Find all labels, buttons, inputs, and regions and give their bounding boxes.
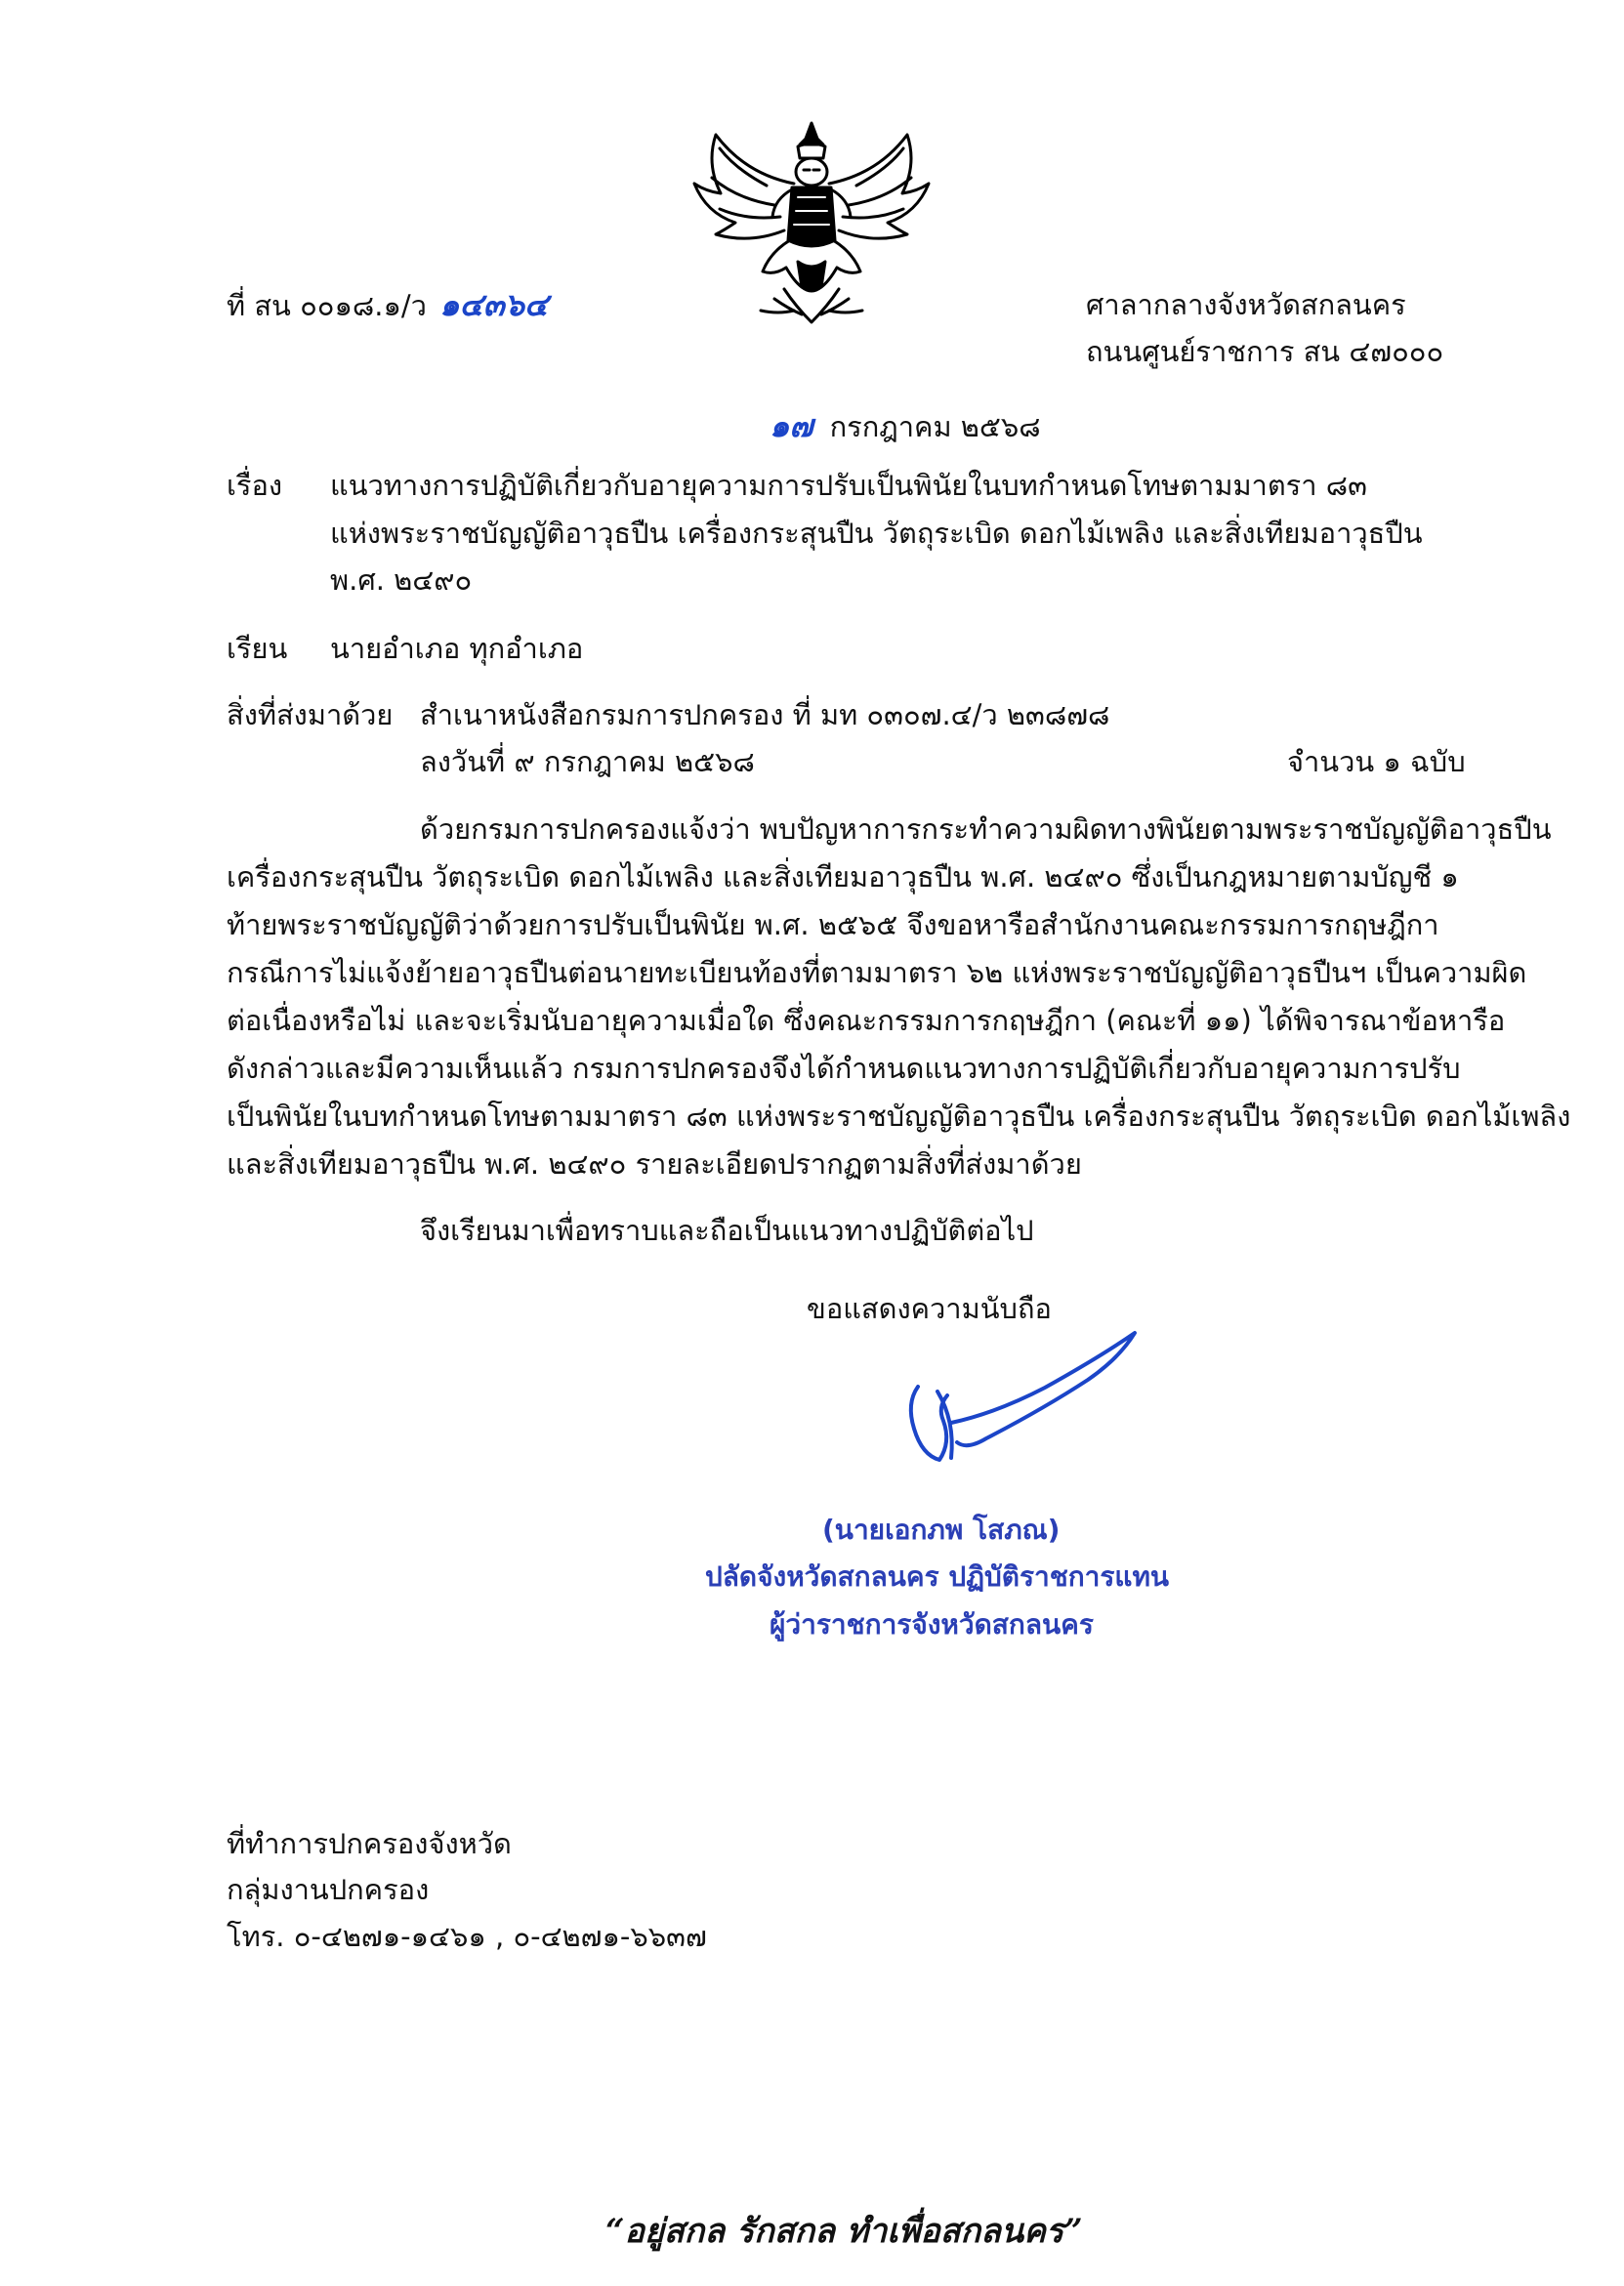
subject-line: แนวทางการปฏิบัติเกี่ยวกับอายุความการปรับเป็นพินัยในบทกำหนดโทษตามมาตรา ๘๓: [330, 469, 1367, 502]
signature-icon: [879, 1313, 1172, 1489]
recipient-value: นายอำเภอ ทุกอำเภอ: [330, 632, 584, 665]
footer-phone: โทร. ๐-๔๒๗๑-๑๔๖๑ , ๐-๔๒๗๑-๖๖๓๗: [227, 1920, 707, 1953]
document-number: [227, 285, 548, 325]
recipient-label: เรียน: [227, 632, 288, 665]
garuda-emblem-icon: [677, 115, 946, 328]
body-line: ต่อเนื่องหรือไม่ และจะเริ่มนับอายุความเมื่อใด ซึ่งคณะกรรมการกฤษฎีกา (คณะที่ ๑๑) ได้พิจารณาข้อหารือ: [227, 1004, 1506, 1037]
office-address-line1: ศาลากลางจังหวัดสกลนคร: [1086, 288, 1406, 321]
enclosure-line1: สำเนาหนังสือกรมการปกครอง ที่ มท ๐๓๐๗.๔/ว ๒๓๘๗๘: [420, 698, 1110, 731]
enclosure-quantity: จำนวน ๑ ฉบับ: [1287, 745, 1466, 778]
garuda-emblem: [677, 115, 946, 328]
office-address-line2: ถนนศูนย์ราชการ สน ๔๗๐๐๐: [1086, 335, 1444, 368]
body-line: ดังกล่าวและมีความเห็นแล้ว กรมการปกครองจึงได้กำหนดแนวทางการปฏิบัติเกี่ยวกับอายุความการปรับ: [227, 1052, 1461, 1085]
closing-request: จึงเรียนมาเพื่อทราบและถือเป็นแนวทางปฏิบัติต่อไป: [420, 1214, 1034, 1247]
handwritten-signature: [879, 1313, 1172, 1489]
signatory-position: ปลัดจังหวัดสกลนคร ปฏิบัติราชการแทน: [705, 1560, 1170, 1593]
document-number-handwritten: ๑๔๓๖๔: [439, 286, 549, 323]
date-month-year: กรกฎาคม ๒๕๖๘: [829, 410, 1041, 443]
body-line: ท้ายพระราชบัญญัติว่าด้วยการปรับเป็นพินัย พ.ศ. ๒๕๖๕ จึงขอหารือสำนักงานคณะกรรมการกฤษฎีกา: [227, 908, 1439, 941]
body-line: และสิ่งเทียมอาวุธปืน พ.ศ. ๒๔๙๐ รายละเอียดปรากฏตามสิ่งที่ส่งมาด้วย: [227, 1147, 1082, 1181]
subject-line: พ.ศ. ๒๔๙๐: [330, 563, 473, 597]
footer-office: ที่ทำการปกครองจังหวัด: [227, 1827, 512, 1860]
enclosure-label: สิ่งที่ส่งมาด้วย: [227, 698, 394, 731]
footer-group: กลุ่มงานปกครอง: [227, 1873, 430, 1906]
body-line: เครื่องกระสุนปืน วัตถุระเบิด ดอกไม้เพลิง และสิ่งเทียมอาวุธปืน พ.ศ. ๒๔๙๐ ซึ่งเป็นกฎหมายตามบัญชี ๑: [227, 860, 1459, 894]
provincial-motto: “อยู่สกล รักสกล ทำเพื่อสกลนคร”: [605, 2212, 1083, 2251]
subject-line: แห่งพระราชบัญญัติอาวุธปืน เครื่องกระสุนปืน วัตถุระเบิด ดอกไม้เพลิง และสิ่งเทียมอาวุธปืน: [330, 517, 1423, 550]
document-date: [770, 406, 1041, 446]
signatory-position: ผู้ว่าราชการจังหวัดสกลนคร: [770, 1608, 1094, 1641]
body-line: เป็นพินัยในบทกำหนดโทษตามมาตรา ๘๓ แห่งพระราชบัญญัติอาวุธปืน เครื่องกระสุนปืน วัตถุระเบิด ดอกไม้เพลิง: [227, 1100, 1571, 1133]
enclosure-line2: ลงวันที่ ๙ กรกฎาคม ๒๕๖๘: [420, 745, 755, 778]
body-line: กรณีการไม่แจ้งย้ายอาวุธปืนต่อนายทะเบียนท้องที่ตามมาตรา ๖๒ แห่งพระราชบัญญัติอาวุธปืนฯ เป็นความผิด: [227, 956, 1527, 989]
salutation: ขอแสดงความนับถือ: [807, 1292, 1052, 1325]
body-line: ด้วยกรมการปกครองแจ้งว่า พบปัญหาการกระทำความผิดทางพินัยตามพระราชบัญญัติอาวุธปืน: [420, 812, 1552, 846]
subject-label: เรื่อง: [227, 469, 283, 502]
signatory-name: (นายเอกภพ โสภณ): [822, 1514, 1061, 1546]
document-number-label: ที่ สน ๐๐๑๘.๑/ว: [227, 289, 427, 322]
date-day-handwritten: ๑๗: [770, 407, 813, 444]
